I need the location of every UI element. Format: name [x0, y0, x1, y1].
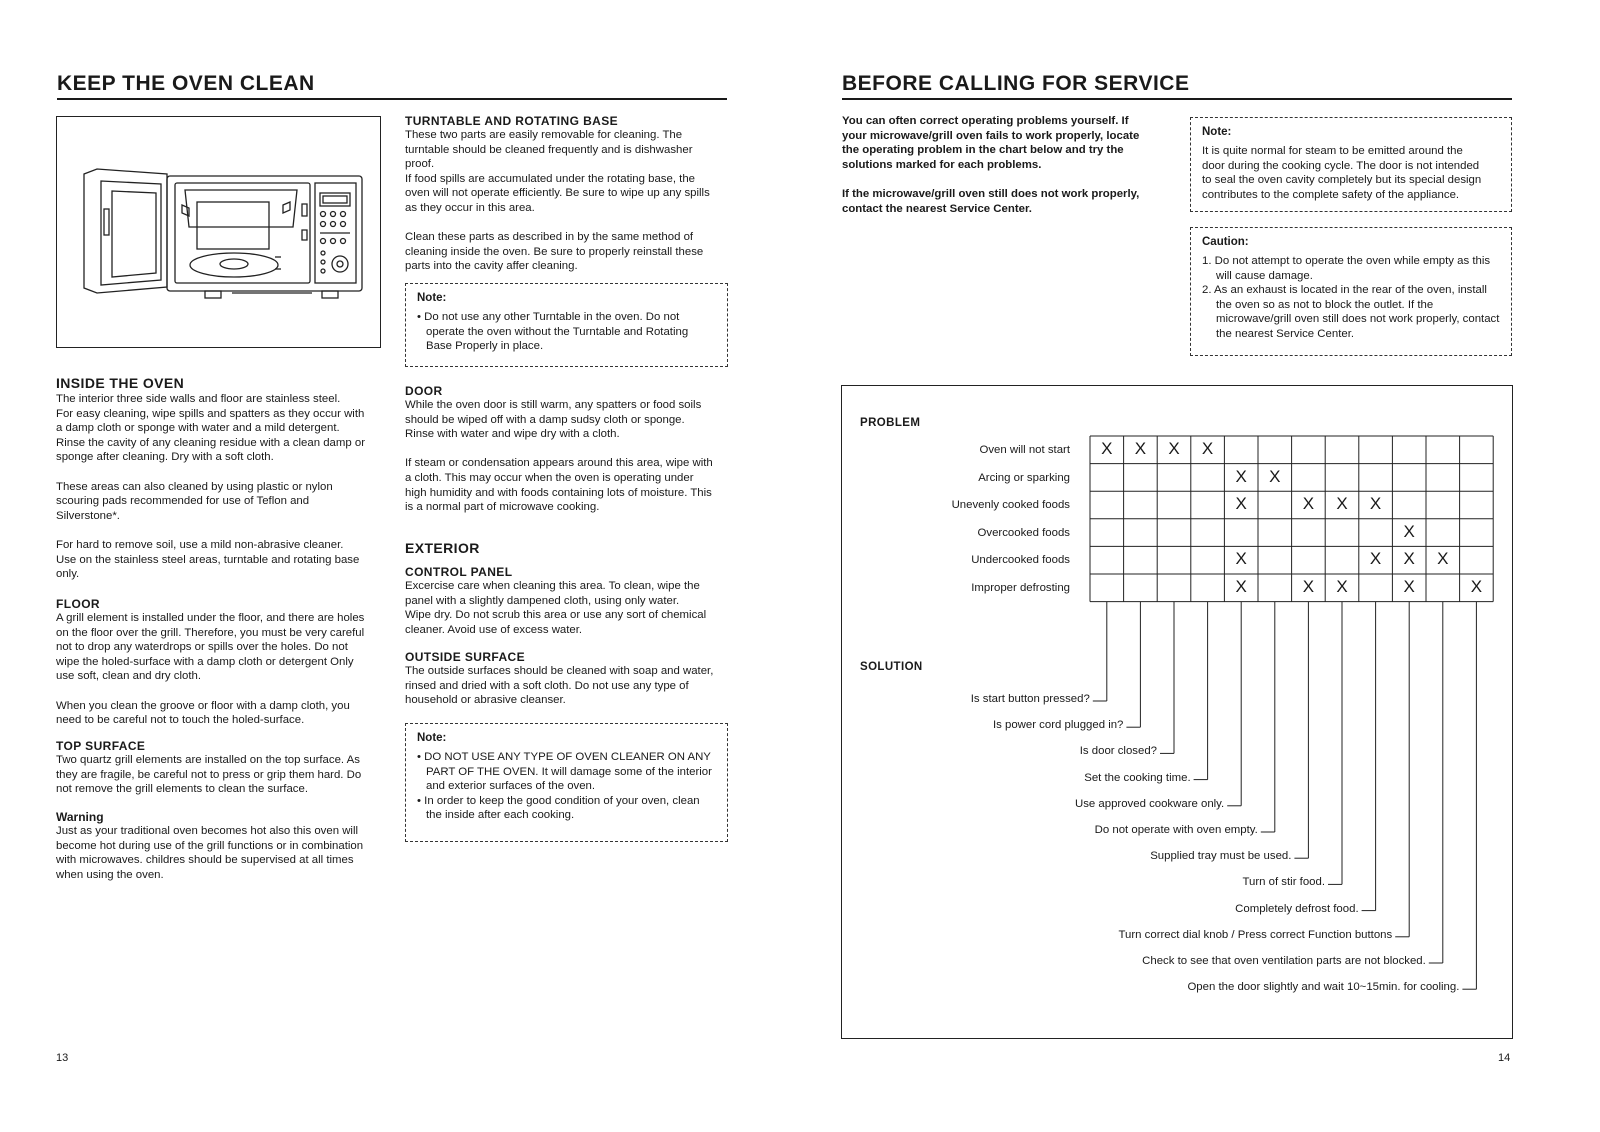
- exterior-heading: EXTERIOR: [405, 540, 480, 556]
- turntable-line: oven will not operate efficiently. Be sure to wipe up any spills: [405, 187, 710, 200]
- problem-solution-mark: X: [1235, 494, 1247, 514]
- solution-label-item: Do not operate with oven empty.: [1094, 824, 1258, 836]
- solution-label-item: Is door closed?: [1079, 745, 1157, 758]
- right-page-number: 14: [1498, 1052, 1511, 1064]
- turntable-line: Clean these parts as described in by the same method of: [405, 231, 694, 244]
- problem-solution-mark: X: [1269, 466, 1281, 486]
- right-page-title: BEFORE CALLING FOR SERVICE: [842, 72, 1512, 100]
- control-line: Wipe dry. Do not scrub this area or use any sort of chemical: [405, 609, 707, 622]
- problem-label-item: Undercooked foods: [971, 554, 1070, 567]
- outside-line: The outside surfaces should be cleaned with soap and water,: [405, 665, 714, 677]
- door-line: is a normal part of microwave cooking.: [405, 501, 600, 514]
- turntable-line: proof.: [405, 158, 435, 171]
- problem-solution-mark: X: [1369, 494, 1382, 514]
- floor-line: When you clean the groove or floor with a damp cloth, you: [56, 699, 350, 712]
- problem-solution-mark: X: [1201, 439, 1214, 458]
- turntable-line: If food spills are accumulated under the rotating base, the: [405, 172, 696, 185]
- inside-line: scouring pads recommended for use of Teflon and: [56, 495, 310, 508]
- note-line: to seal the oven cavity completely but its special design: [1202, 174, 1482, 187]
- floor-line: need to be careful not to touch the holed-surface.: [56, 714, 305, 727]
- door-line: Rinse with water and wipe dry with a cloth.: [405, 428, 620, 441]
- problem-solution-mark: X: [1403, 549, 1415, 569]
- warning-heading: Warning: [56, 810, 104, 824]
- inside-line: Use on the stainless steel areas, turntable and rotating base: [56, 553, 360, 566]
- problem-solution-mark: X: [1235, 549, 1247, 569]
- turntable-line: turntable should be cleaned frequently and is dishwasher: [405, 143, 693, 156]
- intro-line: your microwave/grill oven fails to work properly, locate: [842, 129, 1140, 142]
- solution-label-item: Use approved cookware only.: [1074, 797, 1225, 810]
- floor-line: A grill element is installed under the floor, and there are holes: [56, 612, 365, 624]
- turntable-line: parts into the cavity affer cleaning.: [405, 260, 578, 273]
- turntable-line: cleaning inside the oven. Be sure to properly reinstall these: [405, 245, 704, 258]
- door-line: high humidity and with foods containing lots of moisture. This: [405, 486, 712, 499]
- problem-solution-mark: X: [1302, 577, 1315, 596]
- top-surface-heading: TOP SURFACE: [56, 739, 146, 753]
- problem-solution-mark: X: [1235, 577, 1247, 596]
- problem-solution-mark: X: [1403, 577, 1415, 596]
- problem-solution-mark: X: [1437, 549, 1449, 569]
- inside-line: For easy cleaning, wipe spills and spatters as they occur with: [56, 407, 365, 420]
- solution-label-item: Turn of stir food.: [1242, 876, 1325, 889]
- door-line: If steam or condensation appears around this area, wipe with: [405, 457, 713, 470]
- problem-label: PROBLEM: [860, 417, 921, 429]
- solution-label-item: Is power cord plugged in?: [992, 719, 1124, 732]
- note-label: Note:: [417, 292, 447, 304]
- inside-line: These areas can also cleaned by using plastic or nylon: [56, 480, 333, 493]
- solution-label-item: Check to see that oven ventilation parts are not blocked.: [1142, 955, 1426, 967]
- problem-label-item: Arcing or sparking: [978, 471, 1070, 484]
- inside-line: a damp cloth or sponge with water and a mild detergent.: [56, 422, 340, 435]
- inside-line: only.: [56, 568, 80, 581]
- top-surface-line: Two quartz grill elements are installed on the top surface. As: [56, 754, 360, 766]
- solution-label: SOLUTION: [860, 661, 923, 673]
- floor-heading: FLOOR: [56, 597, 100, 611]
- problem-solution-mark: X: [1302, 494, 1315, 514]
- inside-line: The interior three side walls and floor are stainless steel.: [56, 393, 341, 405]
- solution-label-item: Turn correct dial knob / Press correct Function buttons: [1118, 928, 1393, 941]
- solution-label-item: Completely defrost food.: [1235, 902, 1359, 915]
- control-line: cleaner. Avoid use of excess water.: [405, 623, 583, 636]
- inside-line: sponge after cleaning. Dry with a soft cloth.: [56, 451, 274, 464]
- problem-solution-mark: X: [1101, 439, 1113, 458]
- inside-line: For hard to remove soil, use a mild non-abrasive cleaner.: [56, 538, 344, 551]
- top-surface-line: not remove the grill elements to clean the surface.: [56, 783, 308, 796]
- floor-line: use soft, clean and dry cloth.: [56, 670, 201, 683]
- warning-line: when using the oven.: [56, 868, 164, 881]
- problem-solution-mark: X: [1168, 439, 1180, 458]
- problem-solution-mark: X: [1470, 577, 1483, 596]
- caution-item: 1. Do not attempt to operate the oven while empty as this will cause damage.: [1202, 255, 1491, 282]
- top-surface-line: they are fragile, be careful not to press or grip them hard. Do: [56, 768, 362, 781]
- problem-solution-mark: X: [1369, 549, 1382, 569]
- inside-oven-heading: INSIDE THE OVEN: [56, 375, 185, 391]
- floor-line: not to drop any waterdrops or spills over the holes. Do not: [56, 641, 348, 654]
- warning-line: Just as your traditional oven becomes hot also this oven will: [56, 825, 359, 837]
- note-label: Note:: [417, 732, 447, 744]
- intro-line: You can often correct operating problems yourself. If: [842, 115, 1129, 127]
- problem-solution-mark: X: [1235, 466, 1247, 486]
- left-page-number: 13: [56, 1052, 69, 1064]
- solution-label-item: Supplied tray must be used.: [1150, 850, 1292, 863]
- left-page-title: KEEP THE OVEN CLEAN: [57, 72, 727, 100]
- problem-solution-mark: X: [1336, 494, 1348, 514]
- floor-line: on the floor over the grill. Therefore, you must be very careful: [56, 626, 365, 639]
- note-item: • Do not use any other Turntable in the oven. Do not operate the oven without the Turntable and Rotating Base Properly in place.: [417, 311, 689, 353]
- problem-label-item: Improper defrosting: [971, 582, 1070, 594]
- caution-item: 2. As an exhaust is located in the rear of the oven, install the oven so as not to block the outlet. If the microwave/grill oven still does not work properly, contact the nearest Service Center.: [1202, 284, 1500, 340]
- note-label: Note:: [1202, 126, 1232, 138]
- problem-solution-mark: X: [1336, 577, 1348, 596]
- note-line: It is quite normal for steam to be emitted around the: [1202, 145, 1463, 157]
- note-item: • In order to keep the good condition of your oven, clean the inside after each cooking.: [417, 794, 700, 822]
- problem-label-item: Oven will not start: [979, 444, 1070, 456]
- note-line: door during the cooking cycle. The door is not intended: [1202, 159, 1480, 172]
- control-panel-heading: CONTROL PANEL: [405, 565, 513, 579]
- floor-line: wipe the holed-surface with a damp cloth or detergent Only: [56, 655, 354, 668]
- note-item: • DO NOT USE ANY TYPE OF OVEN CLEANER ON ANY PART OF THE OVEN. It will damage some of the interior and exterior surfaces of the oven.: [417, 751, 712, 793]
- intro-line: If the microwave/grill oven still does not work properly,: [842, 187, 1140, 200]
- door-line: While the oven door is still warm, any spatters or food soils: [405, 399, 702, 411]
- door-line: should be wiped off with a damp sudsy cloth or sponge.: [405, 413, 685, 426]
- control-line: panel with a slightly dampened cloth, using only water.: [405, 594, 680, 607]
- inside-line: Rinse the cavity of any cleaning residue with a clean damp or: [56, 436, 365, 449]
- solution-label-item: Set the cooking time.: [1084, 771, 1191, 784]
- problem-solution-mark: X: [1134, 439, 1147, 458]
- note-line: contributes to the complete safety of the appliance.: [1202, 188, 1460, 201]
- warning-line: with microwaves. childres should be supervised at all times: [56, 854, 354, 867]
- door-line: a cloth. This may occur when the oven is operating under: [405, 471, 694, 484]
- outside-line: household or abrasive cleanser.: [405, 694, 566, 707]
- warning-line: become hot during use of the grill functions or in combination: [56, 839, 364, 852]
- inside-line: Silverstone*.: [56, 509, 120, 522]
- problem-label-item: Unevenly cooked foods: [951, 499, 1070, 512]
- problem-label-item: Overcooked foods: [977, 526, 1070, 539]
- turntable-heading: TURNTABLE AND ROTATING BASE: [405, 114, 619, 128]
- caution-label: Caution:: [1202, 236, 1249, 248]
- intro-line: solutions marked for each problems.: [842, 158, 1042, 171]
- turntable-line: as they occur in this area.: [405, 201, 535, 214]
- control-line: Excercise care when cleaning this area. To clean, wipe the: [405, 580, 700, 592]
- solution-label-item: Open the door slightly and wait 10~15min. for cooling.: [1187, 981, 1460, 994]
- outside-surface-heading: OUTSIDE SURFACE: [405, 650, 526, 664]
- problem-solution-mark: X: [1403, 521, 1415, 541]
- door-heading: DOOR: [405, 384, 443, 398]
- intro-line: contact the nearest Service Center.: [842, 202, 1032, 215]
- outside-line: rinsed and dried with a soft cloth. Do not use any type of: [405, 679, 689, 692]
- intro-line: the operating problem in the chart below and try the: [842, 144, 1124, 157]
- turntable-line: These two parts are easily removable for cleaning. The: [405, 129, 683, 141]
- solution-label-item: Is start button pressed?: [970, 693, 1090, 705]
